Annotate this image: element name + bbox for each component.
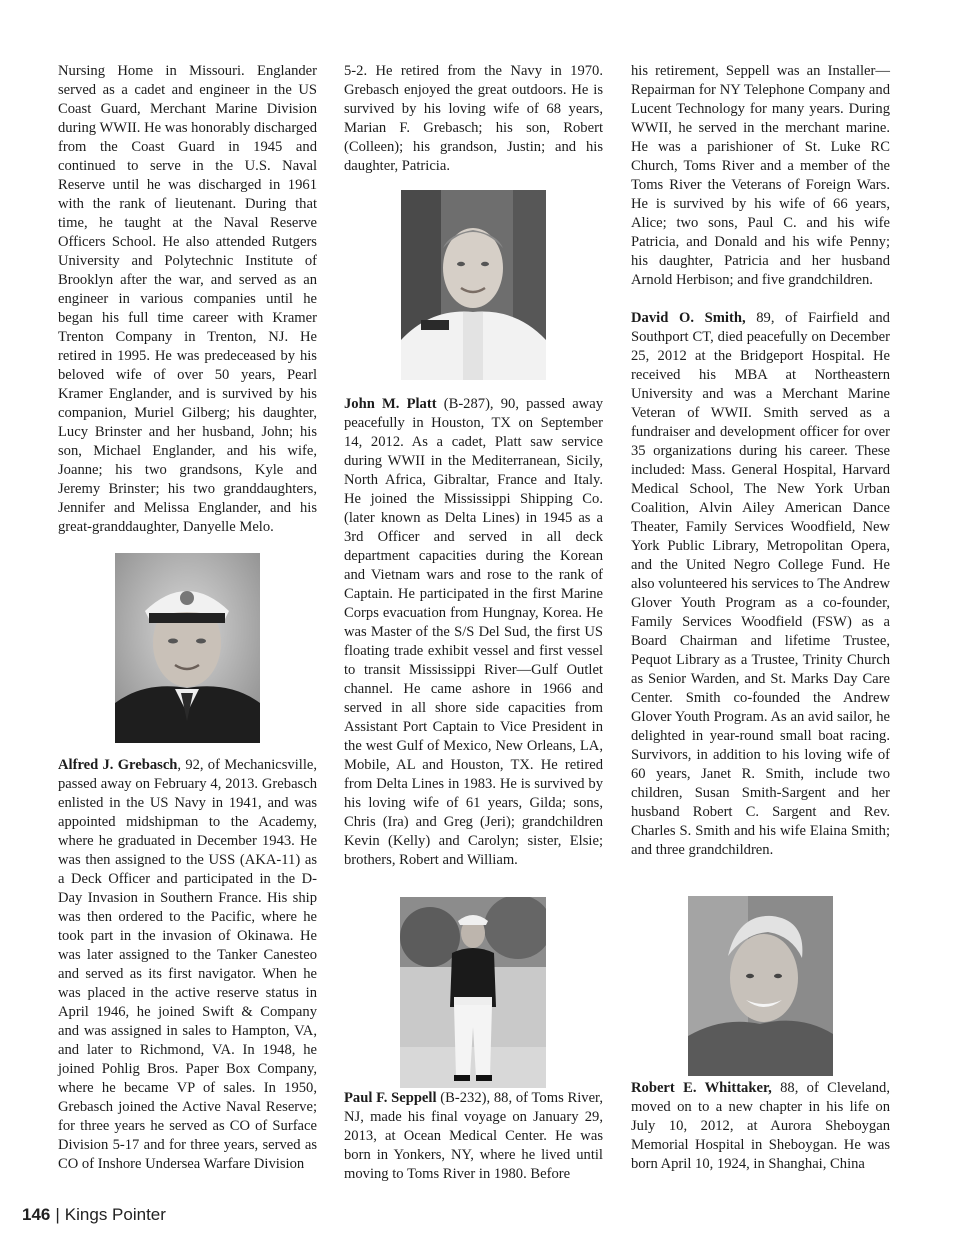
seppell-portrait-photo	[400, 897, 546, 1088]
platt-text: (B-287), 90, passed away peacefully in Houston, TX on September 14, 2012. As a cadet, Platt saw service during WWII in the Mediterranean, Sicily, North Africa, Gibraltar, France and Italy. He joined the Mississippi Shipping Co. (later known as Delta Lines) in 1945 as a 3rd Officer and served in all deck department capacities during the Korean and Vietnam wars and rose to the rank of Captain. He participated in the first Marine Corps evacuation from Hungnay, Korea. He was Master of the S/S Del Sud, the first US floating trade exhibit vessel and first vessel to transit Mississippi River—Gulf Outlet channel. He came ashore in 1966 and served in all shore side capacities from Assistant Port Captain to Vice President in the west Gulf of Mexico, New Orleans, LA, Mobile, AL and Houston, TX. He retired from Delta Lines in 1983. He is survived by his loving wife of 61 years, Gilda; sons, Chris (Ira) and Greg (Jeri); grandchildren Kevin (Kelly) and Carolyn; sister, Elsie; brothers, Robert and William.	[344, 396, 603, 868]
smith-text: 89, of Fairfield and Southport CT, died peacefully on December 25, 2012 at the Bridgeport Hospital. He received his MBA at Northeastern University and was a Merchant Marine Veteran of WWII. Smith served as a fundraiser and development officer for over 35 organizations during his career. These included: Mass. General Hospital, Harvard Medical School, The New York Urban Coalition, Alvin Ailey American Dance Theater, Family Services Woodfield, New York Public Library, Metropolitan Opera, and the United Negro College Fund. He also volunteered his services to The Andrew Glover Youth Program as a co-founder, Family Services Woodfield (FSW) as a Board Chairman and lifetime Trustee, Pequot Library as a Trustee, Trinity Church as Senior Warden, and St. Marks Day Care Center. Smith co-founded the Andrew Glover Youth Program. As an avid sailor, he delighted in year-round small boat racing. Survivors, in addition to his loving wife of 60 years, Janet R. Smith, include two children, Susan Smith-Sargent and her husband Robert C. Sargent and Rev. Charles S. Smith and his wife Elaina Smith; and three grandchildren.	[631, 310, 890, 858]
seppell-obituary-continued: his retirement, Seppell was an Installer—Repairman for NY Telephone Company and Lucent Technology for many years. During WWII, he served in the merchant marine. He was a parishioner of St. Luke RC Church, Toms River and a member of the Toms River the Veterans of Foreign Wars. He is survived by his wife of 66 years, Alice; two sons, Paul C. and his wife Patricia, and Donald and his wife Penny; his daughter, Patricia and her husband Arnold Herbison; and five grandchildren.	[631, 63, 890, 288]
grebasch-text: , 92, of Mechanicsville, passed away on February 4, 2013. Grebasch enlisted in the US Navy in 1941, and was appointed midshipman to the Academy, where he graduated in December 1943. He was then assigned to the USS (AKA-11) as a Deck Officer and participated in the D-Day Invasion in Southern France. His ship was then ordered to the Pacific, where he took part in the invasion of Okinawa. He was later assigned to the Tanker Canesteo and served as its first navigator. When he was placed in the active reserve status in April 1946, he joined Swift & Company and was assigned in sales to Hampton, VA, and later to Richmond, VA. In 1948, he joined Pohlig Bros. Paper Box Company, where he became VP of sales. In 1950, Grebasch joined the Active Naval Reserve; for three years he served as CO of Surface Division 5-17 and for three years, served as CO of Inshore Undersea Warfare Division	[58, 757, 317, 1172]
page-footer	[22, 1205, 166, 1225]
platt-name: John M. Platt	[344, 396, 437, 412]
grebasch-name: Alfred J. Grebasch	[58, 757, 178, 773]
seppell-obituary	[344, 1089, 603, 1184]
grebasch-portrait-photo	[115, 553, 260, 743]
page-number: 146	[22, 1205, 51, 1224]
footer-separator: |	[55, 1205, 60, 1224]
publication-name: Kings Pointer	[64, 1205, 166, 1224]
whittaker-portrait-photo	[688, 896, 833, 1076]
platt-portrait-photo	[401, 190, 546, 380]
smith-name: David O. Smith,	[631, 310, 746, 326]
smith-obituary	[631, 309, 890, 860]
grebasch-obituary	[58, 756, 317, 1174]
seppell-text: (B-232), 88, of Toms River, NJ, made his final voyage on January 29, 2013, at Ocean Medical Center. He was born in Yonkers, NY, where he lived until moving to Toms River in 1980. Before	[344, 1090, 603, 1182]
whittaker-name: Robert E. Whittaker,	[631, 1080, 772, 1096]
whittaker-text: 88, of Cleveland, moved on to a new chapter in his life on July 10, 2012, at Aurora Sheboygan Memorial Hospital in Sheboygan. He was born April 10, 1924, in Shanghai, China	[631, 1080, 890, 1172]
platt-obituary	[344, 395, 603, 870]
grebasch-obituary-continued: 5-2. He retired from the Navy in 1970. Grebasch enjoyed the great outdoors. He is survived by his loving wife of 68 years, Marian F. Grebasch; his son, Robert (Colleen); his grandson, Justin; and his daughter, Patricia.	[344, 63, 603, 174]
englander-obituary-continued: Nursing Home in Missouri. Englander served as a cadet and engineer in the US Coast Guard, Merchant Marine Division during WWII. He was honorably discharged from the Coast Guard in 1945 and continued to serve in the U.S. Naval Reserve until he was discharged in 1961 with the rank of lieutenant. During that time, he taught at the Naval Reserve Officers School. He also attended Rutgers University and Polytechnic Institute of Brooklyn after the war, and served as an engineer in various companies until he began his full time career with Kramer Trenton Company in Trenton, NJ. He retired in 1995. He was predeceased by his beloved wife of over 50 years, Pearl Kramer Englander, and is survived by his companion, Muriel Gilberg; his daughter, Lucy Brinster and her husband, John; his son, Michael Englander, and his wife, Joanne; his two grandsons, Kyle and Jeremy Brinster; his two granddaughters, Jennifer and Melissa Englander, and his great-granddaughter, Danyelle Melo.	[58, 63, 317, 535]
whittaker-obituary	[631, 1079, 890, 1174]
seppell-name: Paul F. Seppell	[344, 1090, 437, 1106]
